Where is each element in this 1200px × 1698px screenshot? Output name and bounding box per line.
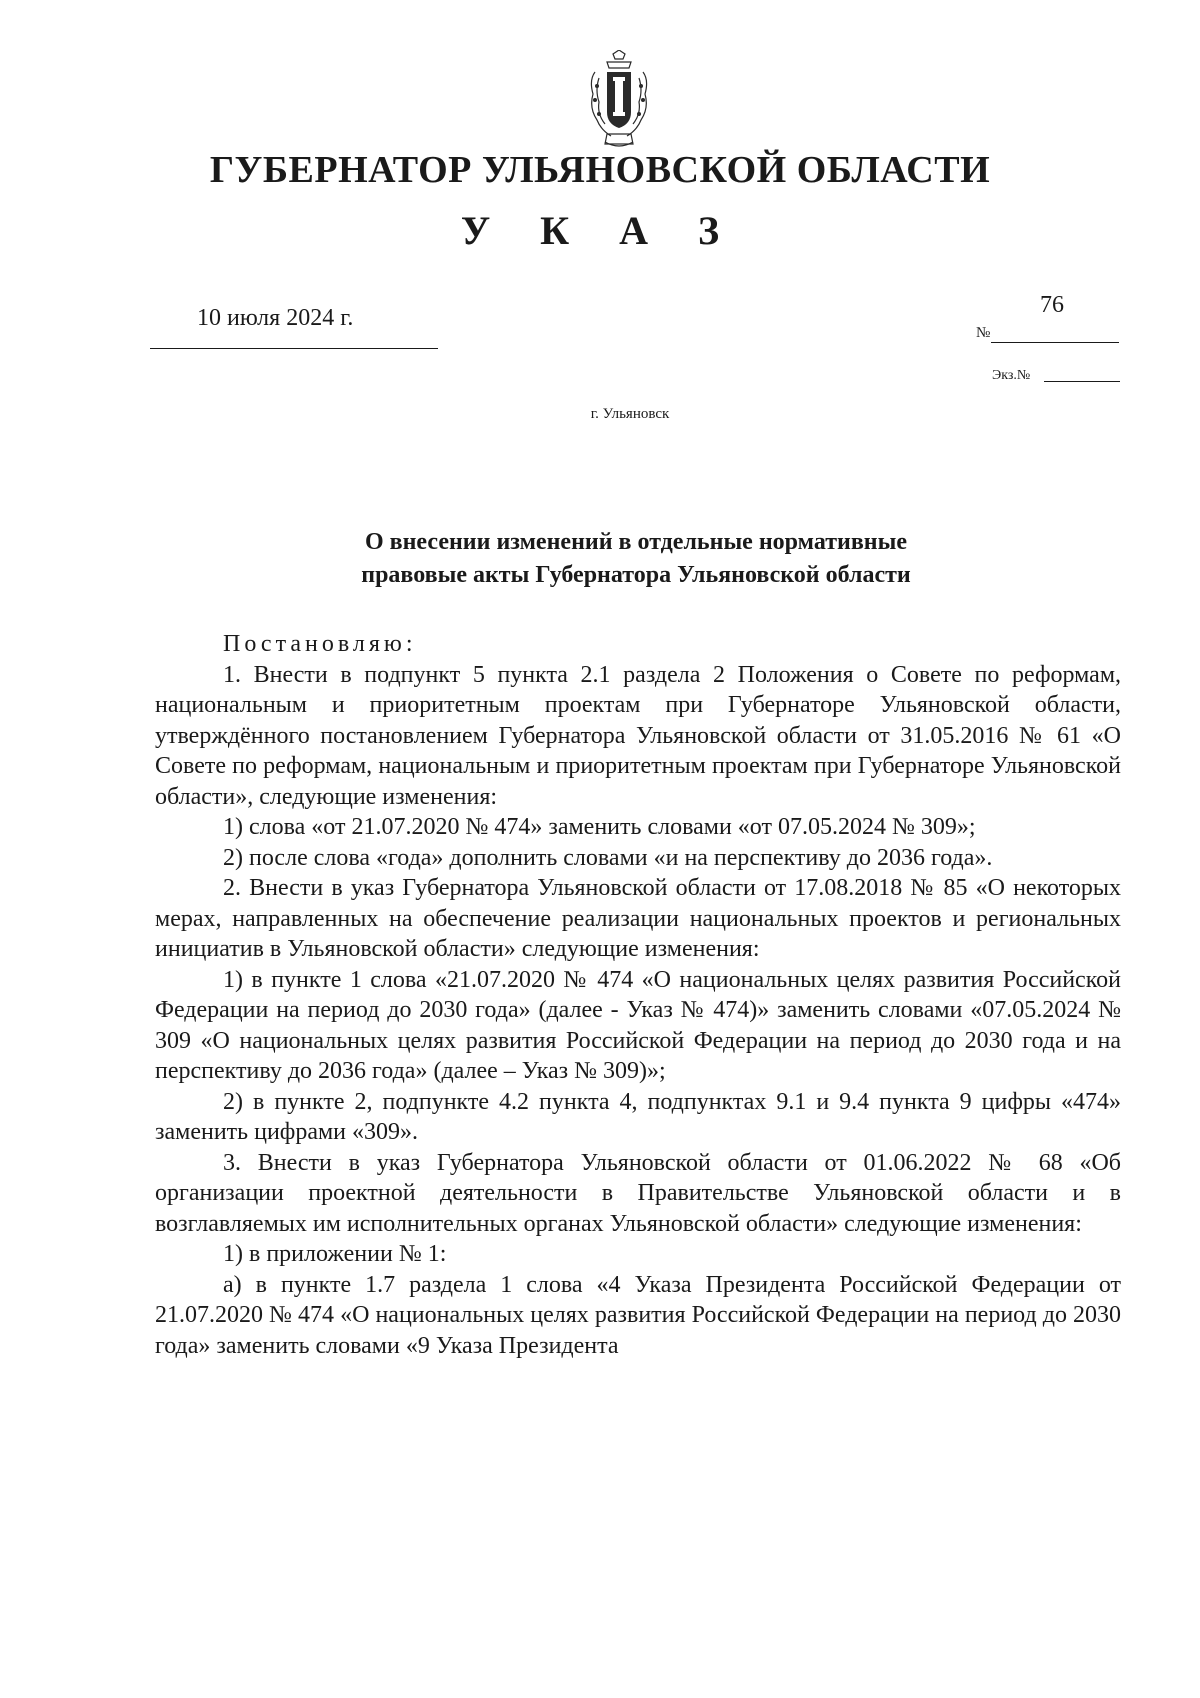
number-underline — [991, 342, 1119, 343]
issuer-title: ГУБЕРНАТОР УЛЬЯНОВСКОЙ ОБЛАСТИ — [209, 149, 991, 191]
body-paragraph: 2. Внести в указ Губернатора Ульяновской области от 17.08.2018 № 85 «О некоторых мерах, направленных на обеспечение реализации национальных проектов и региональных инициатив в Ульяновской области» следующие изменения: — [155, 875, 1121, 962]
coat-of-arms-icon — [585, 50, 653, 152]
body-paragraph: 2) в пункте 2, подпункте 4.2 пункта 4, подпунктах 9.1 и 9.4 пункта 9 цифры «474» заменить цифрами «309». — [155, 1088, 1121, 1145]
decree-word: Постановляю: — [223, 631, 417, 657]
copy-number-label: Экз.№ — [992, 368, 1031, 383]
document-date: 10 июля 2024 г. — [197, 305, 354, 331]
body-paragraph: 2) после слова «года» дополнить словами «и на перспективу до 2036 года». — [223, 844, 993, 871]
document-city: г. Ульяновск — [590, 406, 670, 422]
document-number: 76 — [1040, 292, 1064, 318]
date-underline — [150, 348, 438, 349]
body-paragraph: 1) слова «от 21.07.2020 № 474» заменить словами «от 07.05.2024 № 309»; — [223, 814, 976, 840]
body-paragraph: а) в пункте 1.7 раздела 1 слова «4 Указа Президента Российской Федерации от 21.07.2020 № 474 «О национальных целях развития Российской Федерации на период до 2030 года» заменить словами «9 Указа Президента — [155, 1271, 1121, 1359]
document-title — [200, 526, 1072, 592]
title-line: О внесении изменений в отдельные нормативные — [364, 529, 908, 555]
document-body — [155, 629, 1121, 1361]
body-paragraph: 3. Внести в указ Губернатора Ульяновской области от 01.06.2022 № 68 «Об организации проектной деятельности в Правительстве Ульяновской области и в возглавляемых им исполнительных органах Ульяновской области» следующие изменения: — [155, 1149, 1121, 1237]
title-line: правовые акты Губернатора Ульяновской области — [361, 562, 911, 588]
body-paragraph: 1. Внести в подпункт 5 пункта 2.1 раздела 2 Положения о Совете по реформам, национальным и приоритетным проектам при Губернаторе Ульяновской области, утверждённого постановлением Губернатора Ульяновской области от 31.05.2016 № 61 «О Совете по реформам, национальным и приоритетным проектам при Губернаторе Ульяновской области», следующие изменения: — [155, 661, 1121, 810]
copy-number-underline — [1044, 381, 1120, 382]
body-paragraph: 1) в пункте 1 слова «21.07.2020 № 474 «О национальных целях развития Российской Федерации на период до 2030 года» (далее - Указ № 474)» заменить словами «07.05.2024 № 309 «О национальных целях развития Российской Федерации на период до 2030 года и на перспективу до 2036 года» (далее – Указ № 309)»; — [155, 966, 1121, 1084]
body-paragraph: 1) в приложении № 1: — [223, 1241, 447, 1267]
document-type: У К А З — [460, 208, 740, 253]
number-label: № — [976, 325, 991, 341]
